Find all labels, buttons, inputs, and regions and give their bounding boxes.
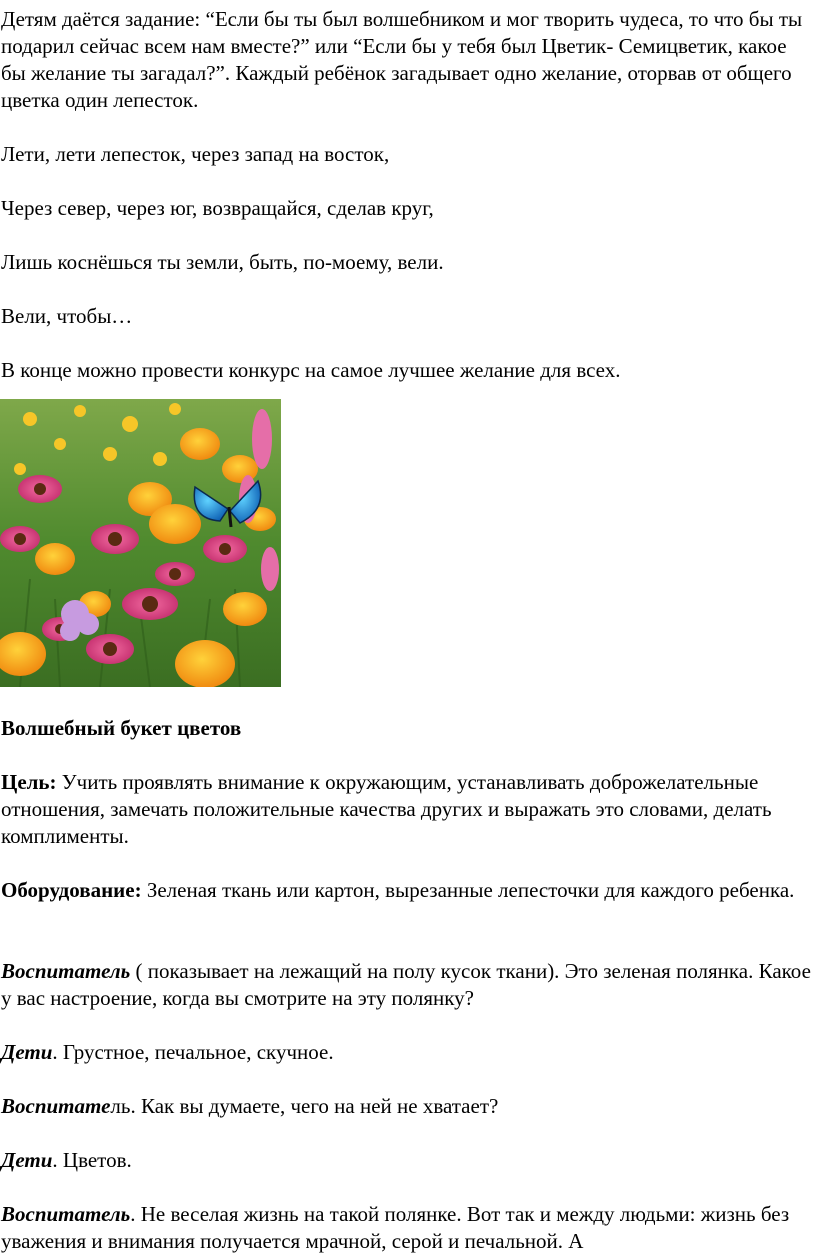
- section-title: Волшебный букет цветов: [1, 716, 242, 740]
- speaker-name: Дети: [1, 1148, 53, 1172]
- goal-text: Учить проявлять внимание к окружающим, устанавливать доброжелательные отношения, замечать положительные качества других и выражать это словами, делать комплименты.: [1, 770, 772, 848]
- equipment-label: Оборудование:: [1, 878, 142, 902]
- equipment-text: Зеленая ткань или картон, вырезанные лепесточки для каждого ребенка.: [141, 878, 795, 902]
- speaker-name: Дети: [1, 1040, 53, 1064]
- dialogue-text: . Не веселая жизнь на такой полянке. Вот так и между людьми: жизнь без уважения и внимания получается мрачной, серой и печальной. А: [1, 1202, 790, 1253]
- dialogue-line-2: [0, 1039, 813, 1066]
- dialogue-text: . Грустное, печальное, скучное.: [52, 1040, 334, 1064]
- dialogue-text: . Как вы думаете, чего на ней не хватает?: [130, 1094, 499, 1118]
- dialogue-line-1: [0, 958, 813, 1012]
- speaker-name: Воспитате: [1, 1094, 111, 1118]
- poem-line-3: Лишь коснёшься ты земли, быть, по-моему, вели.: [1, 250, 444, 274]
- equipment-paragraph: [0, 877, 813, 904]
- closing-paragraph: В конце можно провести конкурс на самое лучшее желание для всех.: [1, 358, 621, 382]
- poem-line-1: Лети, лети лепесток, через запад на восток,: [1, 142, 390, 166]
- poem-line-2: Через север, через юг, возвращайся, сделав круг,: [1, 196, 434, 220]
- dialogue-line-4: [0, 1147, 813, 1174]
- intro-paragraph: Детям даётся задание: “Если бы ты был волшебником и мог творить чудеса, то что бы ты подарил сейчас всем нам вместе?” или “Если бы у тебя был Цветик- Семицветик, какое бы желание ты загадал?”. Каждый ребёнок загадывает одно желание, оторвав от общего цветка один лепесток.: [1, 7, 803, 112]
- dialogue-text: ( показывает на лежащий на полу кусок ткани). Это зеленая полянка. Какое у вас настроение, когда вы смотрите на эту полянку?: [1, 959, 811, 1010]
- goal-paragraph: [0, 769, 813, 850]
- flower-meadow-photo: [0, 399, 281, 687]
- poem-line-4: Вели, чтобы…: [1, 304, 133, 328]
- speaker-name-tail: ль: [110, 1094, 131, 1118]
- dialogue-line-3: [0, 1093, 813, 1120]
- goal-label: Цель:: [1, 770, 57, 794]
- dialogue-line-5: [0, 1201, 813, 1255]
- speaker-name: Воспитатель: [1, 1202, 131, 1226]
- speaker-name: Воспитатель: [1, 959, 131, 983]
- dialogue-text: . Цветов.: [52, 1148, 132, 1172]
